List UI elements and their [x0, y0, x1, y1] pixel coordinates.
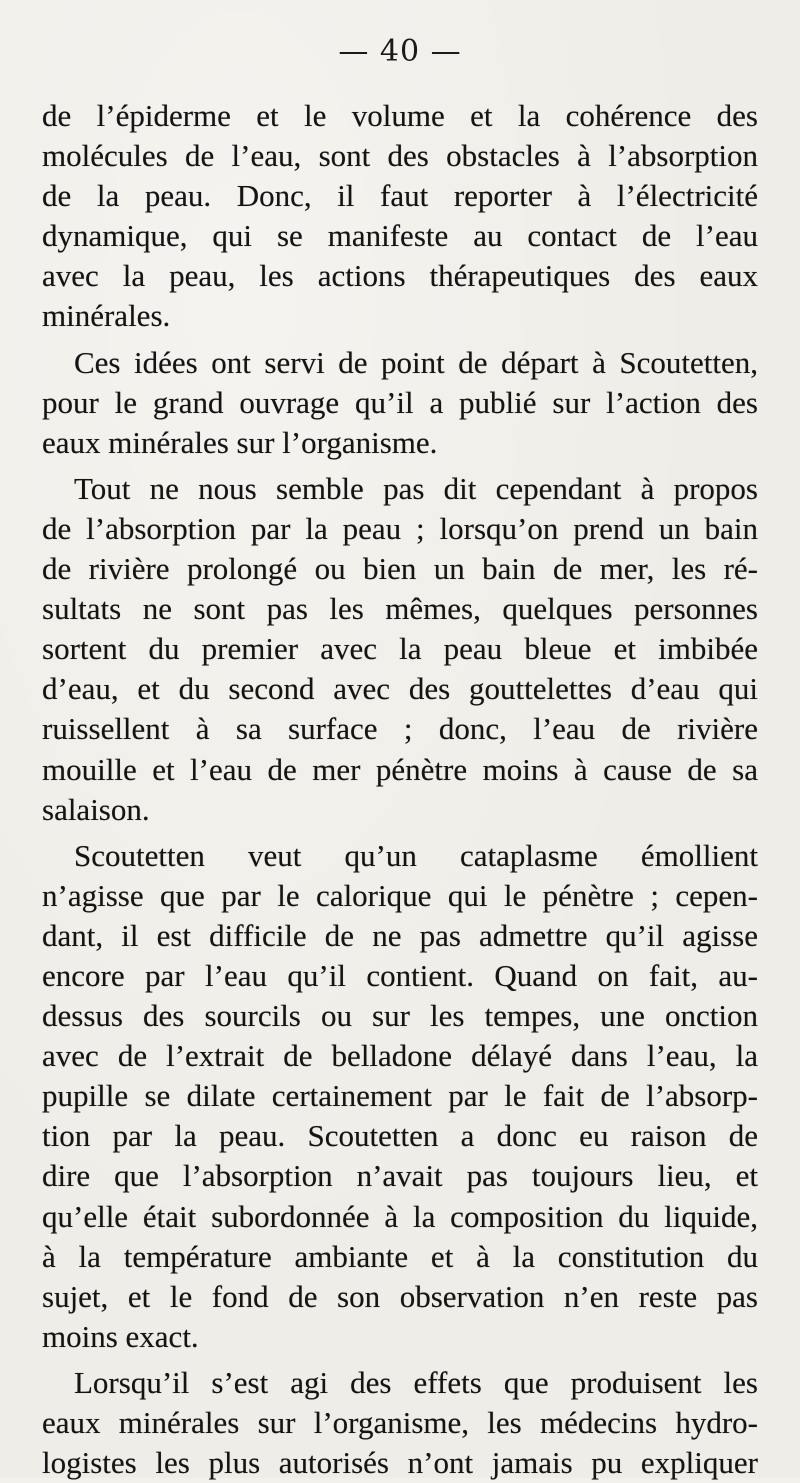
text-line: molécules de l’eau, sont des obstacles à l’absorption: [42, 138, 758, 174]
paragraph: [42, 1363, 758, 1483]
text-line: salaison.: [42, 791, 150, 827]
text-line: de l’absorption par la peau ; lorsqu’on prend un bain: [42, 510, 758, 546]
text-line: mouille et l’eau de mer pénètre moins à cause de sa: [42, 751, 758, 787]
text-line: Ces idées ont servi de point de départ à Scoutetten,: [74, 344, 758, 380]
text-line: sultats ne sont pas les mêmes, quelques personnes: [42, 591, 758, 627]
text-line: dynamique, qui se manifeste au contact de l’eau: [42, 218, 758, 254]
text-line: Lorsqu’il s’est agi des effets que produisent les: [74, 1364, 758, 1400]
text-line: eaux minérales sur l’organisme, les médecins hydro-: [42, 1405, 758, 1440]
text-line: avec de l’extrait de belladone délayé dans l’eau, la: [42, 1038, 758, 1074]
text-line: dant, il est difficile de ne pas admettre qu’il agisse: [42, 917, 758, 953]
text-line: ruissellent à sa surface ; donc, l’eau de rivière: [42, 711, 758, 747]
text-line: de la peau. Donc, il faut reporter à l’électricité: [42, 178, 758, 214]
text-line: qu’elle était subordonnée à la composition du liquide,: [42, 1198, 758, 1234]
text-line: de l’épiderme et le volume et la cohérence des: [42, 98, 758, 133]
text-line: d’eau, et du second avec des gouttelettes d’eau qui: [42, 671, 758, 707]
text-line: à la température ambiante et à la constitution du: [42, 1238, 758, 1274]
text-line: pupille se dilate certainement par le fait de l’absorp-: [42, 1078, 758, 1114]
text-line: tion par la peau. Scoutetten a donc eu raison de: [42, 1118, 758, 1154]
text-line: eaux minérales sur l’organisme.: [42, 424, 438, 460]
text-line: minérales.: [42, 298, 171, 334]
paragraph: [42, 343, 758, 463]
text-line: sortent du premier avec la peau bleue et imbibée: [42, 631, 758, 667]
text-line: n’agisse que par le calorique qui le pénètre ; cepen-: [42, 877, 758, 913]
page-number: — 40 —: [338, 34, 462, 69]
text-line: sujet, et le fond de son observation n’en reste pas: [42, 1278, 758, 1314]
text-line: Scoutetten veut qu’un cataplasme émollient: [74, 837, 758, 873]
text-line: Tout ne nous semble pas dit cependant à propos: [74, 470, 758, 506]
text-line: logistes les plus autorisés n’ont jamais pu expliquer: [42, 1445, 758, 1481]
paragraph: [42, 469, 758, 830]
text-line: moins exact.: [42, 1318, 199, 1354]
text-line: encore par l’eau qu’il contient. Quand on fait, au-: [42, 957, 758, 993]
text-line: dessus des sourcils ou sur les tempes, une onction: [42, 998, 758, 1034]
text-line: pour le grand ouvrage qu’il a publié sur l’action des: [42, 384, 758, 420]
paragraph: [42, 836, 758, 1357]
text-line: de rivière prolongé ou bien un bain de mer, les ré-: [42, 551, 758, 587]
text-line: avec la peau, les actions thérapeutiques des eaux: [42, 258, 758, 294]
paragraph: [42, 96, 758, 337]
body-text: [42, 96, 758, 1483]
text-line: dire que l’absorption n’avait pas toujours lieu, et: [42, 1158, 758, 1194]
